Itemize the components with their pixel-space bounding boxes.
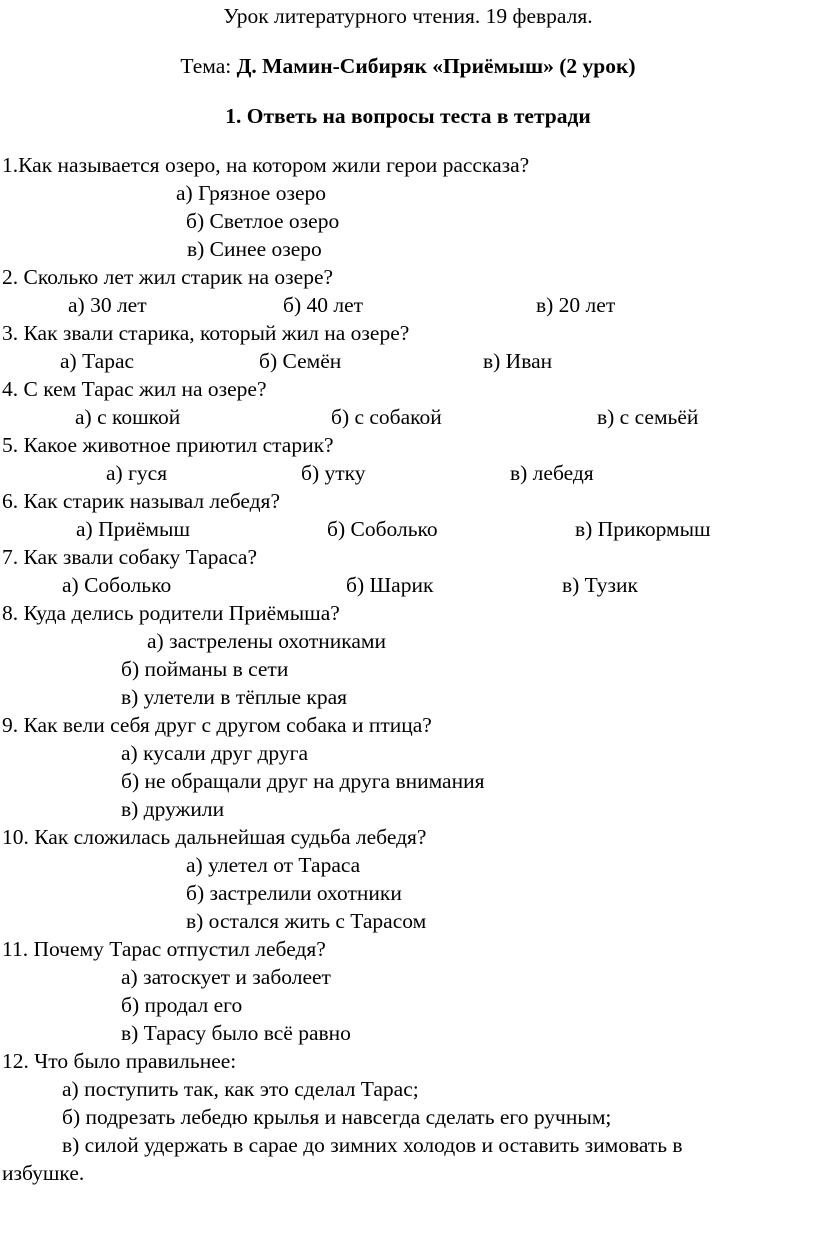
- q8-option-b: б) пойманы в сети: [121, 657, 289, 681]
- q12-option-b: б) подрезать лебедю крылья и навсегда сделать его ручным;: [62, 1105, 612, 1129]
- q11-option-b: б) продал его: [121, 993, 243, 1017]
- q5-option-b: б) утку: [301, 461, 366, 485]
- question-9: 9. Как вели себя друг с другом собака и птица?: [2, 713, 432, 737]
- q4-option-c: в) с семьёй: [597, 405, 699, 429]
- q2-option-a: а) 30 лет: [68, 293, 147, 317]
- q3-option-a: а) Тарас: [60, 349, 135, 373]
- question-12: 12. Что было правильнее:: [2, 1049, 237, 1073]
- q4-option-b: б) с собакой: [331, 405, 442, 429]
- q9-option-c: в) дружили: [121, 797, 225, 821]
- q6-option-a: а) Приёмыш: [76, 517, 191, 541]
- q1-option-a: а) Грязное озеро: [176, 181, 327, 205]
- question-4: 4. С кем Тарас жил на озере?: [2, 377, 267, 401]
- q6-option-b: б) Соболько: [327, 517, 438, 541]
- q8-option-c: в) улетели в тёплые края: [121, 685, 348, 709]
- topic-prefix: Тема:: [180, 54, 237, 78]
- q10-option-a: а) улетел от Тараса: [186, 853, 361, 877]
- q5-option-a: а) гуся: [106, 461, 168, 485]
- task-heading: 1. Ответь на вопросы теста в тетради: [225, 104, 591, 128]
- question-3: 3. Как звали старика, который жил на озере?: [2, 321, 410, 345]
- q10-option-c: в) остался жить с Тарасом: [186, 909, 427, 933]
- q1-option-b: б) Светлое озеро: [186, 209, 340, 233]
- q5-option-c: в) лебедя: [510, 461, 594, 485]
- q2-option-c: в) 20 лет: [536, 293, 616, 317]
- q12-option-c-continued: избушке.: [2, 1161, 85, 1185]
- q11-option-a: а) затоскует и заболеет: [121, 965, 331, 989]
- question-1: 1.Как называется озеро, на котором жили герои рассказа?: [2, 153, 530, 177]
- q9-option-b: б) не обращали друг на друга внимания: [121, 769, 485, 793]
- topic-title: Д. Мамин-Сибиряк «Приёмыш» (2 урок): [236, 54, 636, 78]
- q2-option-b: б) 40 лет: [283, 293, 364, 317]
- question-11: 11. Почему Тарас отпустил лебедя?: [2, 937, 326, 961]
- q8-option-a: а) застрелены охотниками: [147, 629, 386, 653]
- question-10: 10. Как сложилась дальнейшая судьба лебедя?: [2, 825, 427, 849]
- question-2: 2. Сколько лет жил старик на озере?: [2, 265, 334, 289]
- question-8: 8. Куда делись родители Приёмыша?: [2, 601, 340, 625]
- q3-option-b: б) Семён: [259, 349, 342, 373]
- q12-option-a: а) поступить так, как это сделал Тарас;: [62, 1077, 419, 1101]
- q4-option-a: а) с кошкой: [75, 405, 181, 429]
- q3-option-c: в) Иван: [483, 349, 553, 373]
- q11-option-c: в) Тарасу было всё равно: [121, 1021, 351, 1045]
- q7-option-b: б) Шарик: [346, 573, 434, 597]
- question-7: 7. Как звали собаку Тараса?: [2, 545, 257, 569]
- q6-option-c: в) Прикормыш: [575, 517, 711, 541]
- q9-option-a: а) кусали друг друга: [121, 741, 308, 765]
- topic-line: [0, 52, 816, 80]
- q10-option-b: б) застрелили охотники: [186, 881, 402, 905]
- q7-option-a: а) Соболько: [62, 573, 172, 597]
- question-6: 6. Как старик называл лебедя?: [2, 489, 280, 513]
- question-5: 5. Какое животное приютил старик?: [2, 433, 334, 457]
- q1-option-c: в) Синее озеро: [187, 237, 322, 261]
- q12-option-c: в) силой удержать в сарае до зимних холодов и оставить зимовать в: [62, 1133, 683, 1157]
- q7-option-c: в) Тузик: [562, 573, 638, 597]
- lesson-title: Урок литературного чтения. 19 февраля.: [223, 4, 593, 28]
